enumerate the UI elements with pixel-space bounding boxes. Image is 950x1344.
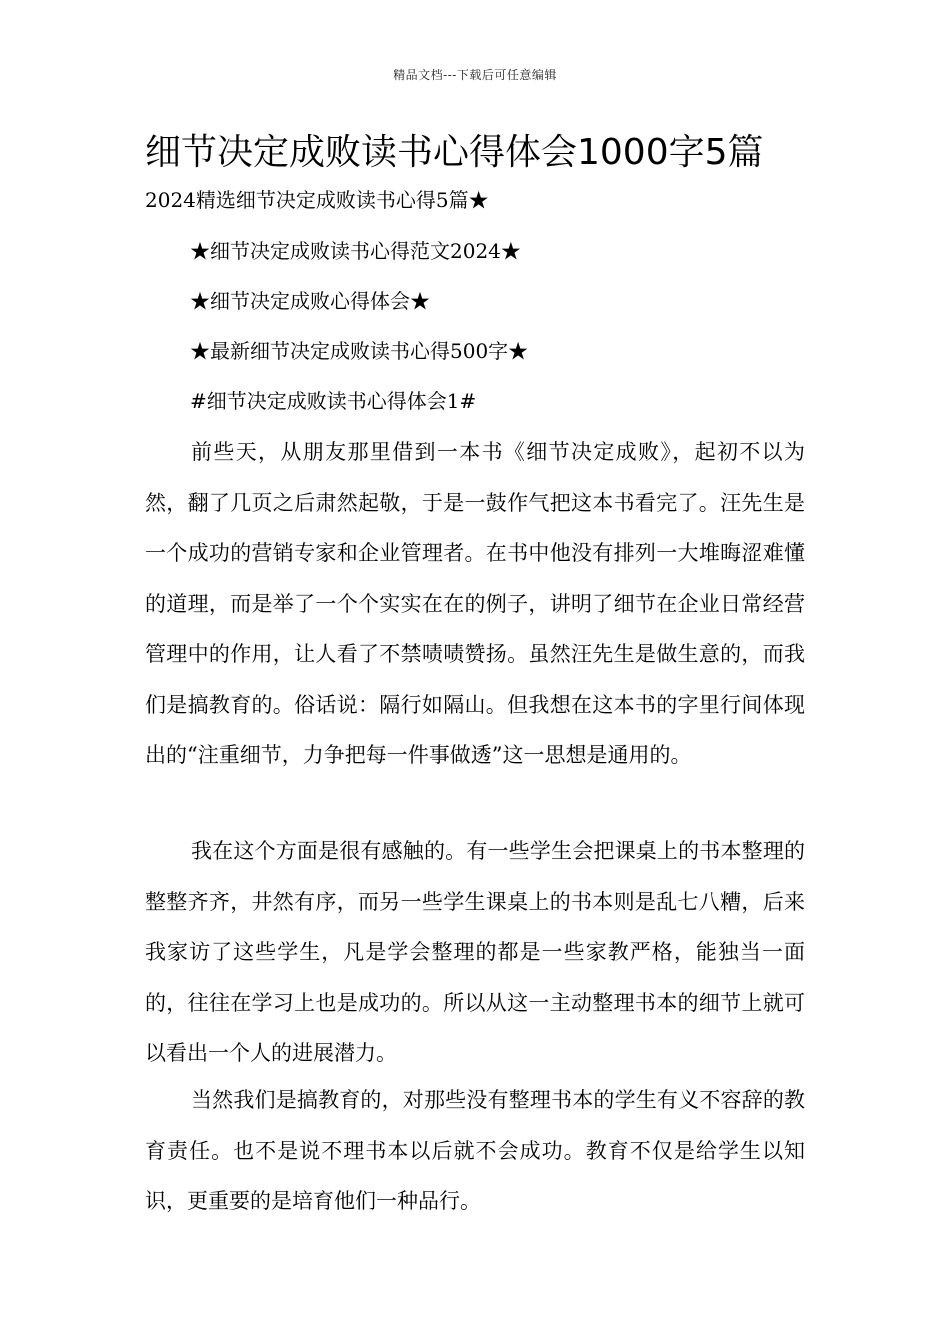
header-note: 精品文档---下载后可任意编辑	[393, 68, 557, 82]
document-title: 细节决定成败读书心得体会1000字5篇	[145, 132, 764, 173]
related-link-2[interactable]: ★细节决定成败心得体会★	[190, 289, 430, 313]
related-link-3[interactable]: ★最新细节决定成败读书心得500字★	[190, 339, 529, 363]
document-subtitle: 2024精选细节决定成败读书心得5篇★	[145, 188, 489, 212]
body-paragraph-3: 当然我们是搞教育的，对那些没有整理书本的学生有义不容辞的教育责任。也不是说不理书本以后就不会成功。教育不仅是给学生以知识，更重要的是培育他们一种品行。	[145, 1088, 805, 1213]
body-paragraph-1: 前些天，从朋友那里借到一本书《细节决定成败》，起初不以为然，翻了几页之后肃然起敬，于是一鼓作气把这本书看完了。汪先生是一个成功的营销专家和企业管理者。在书中他没有排列一大堆晦涩难懂的道理，而是举了一个个实实在在的例子，讲明了细节在企业日常经营管理中的作用，让人看了不禁啧啧赞扬。虽然汪先生是做生意的，而我们是搞教育的。俗话说：隔行如隔山。但我想在这本书的字里行间体现出的“注重细节，力争把每一件事做透”这一思想是通用的。	[145, 440, 805, 767]
related-link-1[interactable]: ★细节决定成败读书心得范文2024★	[190, 239, 521, 263]
body-paragraph-2: 我在这个方面是很有感触的。有一些学生会把课桌上的书本整理的整整齐齐，井然有序，而另一些学生课桌上的书本则是乱七八糟，后来我家访了这些学生，凡是学会整理的都是一些家教严格，能独当一面的，往往在学习上也是成功的。所以从这一主动整理书本的细节上就可以看出一个人的进展潜力。	[145, 839, 805, 1065]
section-heading: #细节决定成败读书心得体会1#	[190, 389, 477, 413]
